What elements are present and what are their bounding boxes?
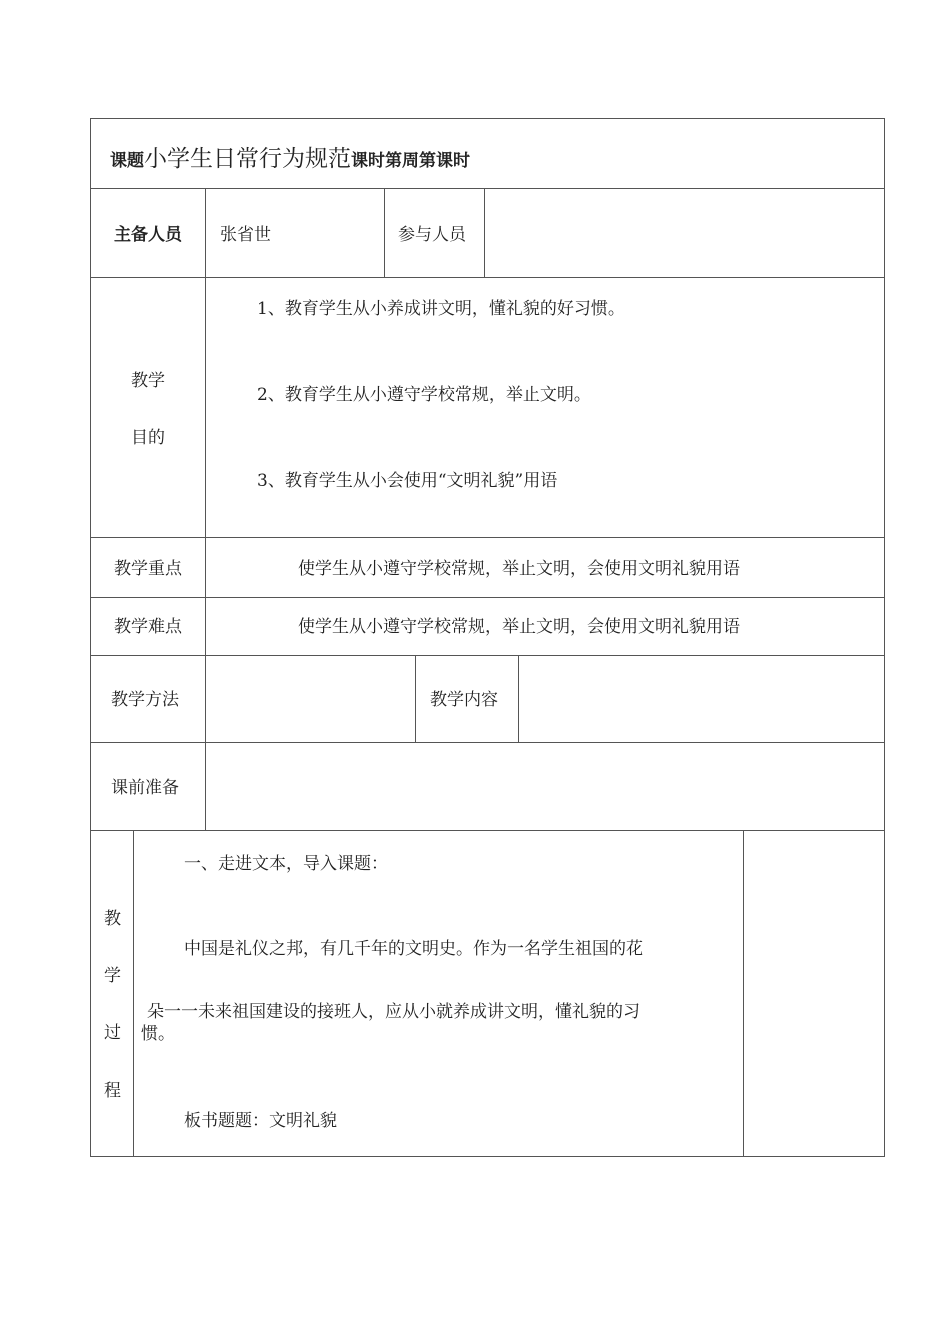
content-label: 教学内容	[430, 690, 498, 710]
title-prefix: 课题	[110, 151, 144, 171]
column-divider	[133, 830, 134, 1157]
table-border-left	[90, 118, 91, 1157]
process-paragraph-line: 中国是礼仪之邦，有几千年的文明史。作为一名学生祖国的花	[184, 939, 643, 959]
objective-item: 2、教育学生从小遵守学校常规，举止文明。	[257, 385, 591, 405]
column-divider	[743, 830, 744, 1157]
row-divider	[90, 537, 885, 538]
table-border-right	[884, 118, 885, 1157]
objectives-label-line1: 教学	[131, 371, 165, 391]
process-label-char: 程	[104, 1081, 121, 1101]
row-divider	[90, 277, 885, 278]
difficulty-label: 教学难点	[114, 617, 182, 637]
objectives-label-line2: 目的	[131, 428, 165, 448]
table-border-top	[90, 118, 885, 119]
lesson-title	[110, 146, 470, 174]
key-point-label: 教学重点	[114, 559, 182, 579]
process-label-char: 教	[104, 909, 121, 929]
process-paragraph-line: 朵一一未来祖国建设的接班人，应从小就养成讲文明，懂礼貌的习	[147, 1002, 640, 1022]
row-divider	[90, 188, 885, 189]
column-divider	[518, 655, 519, 743]
board-title: 板书题题：文明礼貌	[184, 1111, 337, 1131]
row-divider	[90, 830, 885, 831]
column-divider	[415, 655, 416, 743]
process-label-char: 学	[104, 966, 121, 986]
process-paragraph-line: 惯。	[141, 1024, 175, 1044]
row-divider	[90, 742, 885, 743]
method-label: 教学方法	[111, 690, 179, 710]
objective-item: 1、教育学生从小养成讲文明，懂礼貌的好习惯。	[257, 299, 625, 319]
preparation-label: 课前准备	[111, 778, 179, 798]
objective-item: 3、教育学生从小会使用“文明礼貌”用语	[257, 471, 558, 491]
process-label-char: 过	[104, 1023, 121, 1043]
key-point-value: 使学生从小遵守学校常规，举止文明，会使用文明礼貌用语	[298, 559, 740, 579]
difficulty-value: 使学生从小遵守学校常规，举止文明，会使用文明礼貌用语	[298, 617, 740, 637]
column-divider	[205, 188, 206, 831]
participants-label: 参与人员	[398, 225, 466, 245]
lead-name: 张省世	[220, 225, 271, 245]
title-main: 小学生日常行为规范	[144, 146, 351, 172]
column-divider	[384, 188, 385, 278]
table-border-bottom	[90, 1156, 885, 1157]
column-divider	[484, 188, 485, 278]
lead-label: 主备人员	[114, 225, 182, 245]
row-divider	[90, 655, 885, 656]
row-divider	[90, 597, 885, 598]
title-suffix: 课时第周第课时	[351, 151, 470, 171]
process-heading: 一、走进文本，导入课题：	[184, 854, 388, 874]
